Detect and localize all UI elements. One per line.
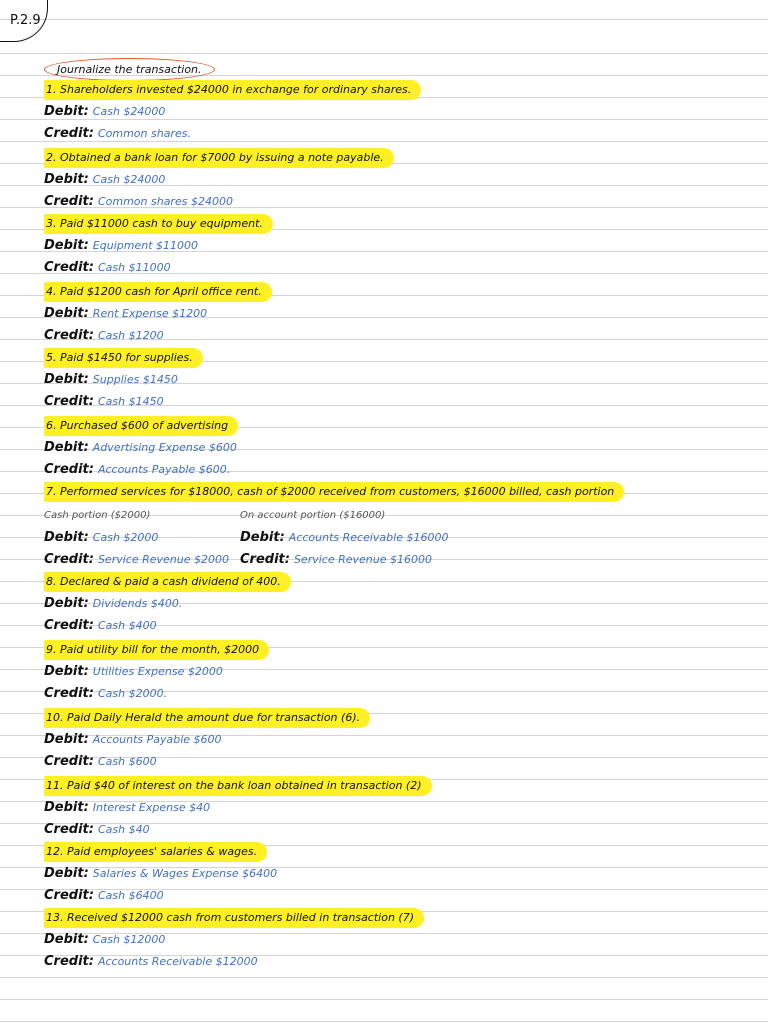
debit-label: Debit: [44, 596, 89, 611]
debit-value: Dividends $400. [92, 597, 183, 610]
debit-line [44, 730, 222, 750]
credit-label: Credit: [44, 552, 94, 567]
debit-value: Accounts Payable $600 [92, 733, 222, 746]
credit-line [44, 326, 164, 346]
debit-line [44, 370, 178, 390]
transaction-title: 12. Paid employees' salaries & wages. [44, 842, 267, 862]
credit-value: Service Revenue $16000 [293, 553, 432, 566]
debit-label: Debit: [44, 306, 89, 321]
transaction-title: 6. Purchased $600 of advertising [44, 416, 238, 436]
debit-label: Debit: [44, 440, 89, 455]
debit-label: Debit: [44, 172, 89, 187]
credit-value: Cash $1450 [97, 395, 164, 408]
transaction-title: 4. Paid $1200 cash for April office rent. [44, 282, 272, 302]
debit-label: Debit: [44, 372, 89, 387]
debit-value: Equipment $11000 [92, 239, 198, 252]
debit-line [44, 236, 198, 256]
debit-line [44, 528, 158, 548]
credit-value: Accounts Payable $600. [97, 463, 231, 476]
transaction-title: 7. Performed services for $18000, cash of $2000 received from customers, $16000 billed, cash portion [44, 482, 624, 502]
debit-line [44, 304, 207, 324]
debit-value: Accounts Receivable $16000 [288, 531, 449, 544]
debit-label: Debit: [44, 732, 89, 747]
account-portion-label: On account portion ($16000) [240, 510, 386, 521]
credit-line [44, 460, 230, 480]
transaction-title: 8. Declared & paid a cash dividend of 400. [44, 572, 291, 592]
debit-value: Advertising Expense $600 [92, 441, 237, 454]
credit-value: Common shares $24000 [97, 195, 233, 208]
credit-line [44, 886, 164, 906]
credit-value: Cash $400 [97, 619, 157, 632]
transaction-title: 11. Paid $40 of interest on the bank loan obtained in transaction (2) [44, 776, 432, 796]
credit-line [44, 258, 171, 278]
debit-label: Debit: [44, 866, 89, 881]
credit-label: Credit: [44, 194, 94, 209]
credit-line [44, 952, 258, 972]
debit-label: Debit: [44, 664, 89, 679]
credit-label: Credit: [44, 888, 94, 903]
debit-line [44, 594, 182, 614]
credit-line [44, 684, 167, 704]
transaction-title: 3. Paid $11000 cash to buy equipment. [44, 214, 273, 234]
transaction-title: 13. Received $12000 cash from customers billed in transaction (7) [44, 908, 424, 928]
debit-label: Debit: [44, 530, 89, 545]
credit-label: Credit: [44, 618, 94, 633]
credit-value: Cash $1200 [97, 329, 164, 342]
credit-line [44, 752, 157, 772]
credit-value: Common shares. [97, 127, 191, 140]
credit-label: Credit: [44, 394, 94, 409]
debit-label: Debit: [44, 238, 89, 253]
credit-value: Cash $40 [97, 823, 150, 836]
debit-value: Rent Expense $1200 [92, 307, 208, 320]
credit-label: Credit: [240, 552, 290, 567]
credit-label: Credit: [44, 328, 94, 343]
debit-label: Debit: [44, 932, 89, 947]
credit-label: Credit: [44, 686, 94, 701]
credit-line [44, 124, 191, 144]
credit-line [44, 192, 233, 212]
debit-line [44, 930, 165, 950]
credit-line-2 [240, 550, 432, 570]
page-label: P.2.9 [0, 0, 48, 42]
credit-value: Cash $11000 [97, 261, 171, 274]
debit-line-2 [240, 528, 448, 548]
credit-line [44, 820, 150, 840]
credit-value: Accounts Receivable $12000 [97, 955, 258, 968]
credit-value: Service Revenue $2000 [97, 553, 229, 566]
credit-label: Credit: [44, 260, 94, 275]
transaction-title: 10. Paid Daily Herald the amount due for transaction (6). [44, 708, 370, 728]
credit-value: Cash $600 [97, 755, 157, 768]
debit-label: Debit: [44, 800, 89, 815]
page-heading: Journalize the transaction. [44, 58, 215, 81]
transaction-title: 9. Paid utility bill for the month, $2000 [44, 640, 269, 660]
debit-line [44, 798, 210, 818]
debit-label: Debit: [240, 530, 285, 545]
debit-value: Interest Expense $40 [92, 801, 211, 814]
credit-label: Credit: [44, 126, 94, 141]
credit-label: Credit: [44, 462, 94, 477]
debit-line [44, 438, 237, 458]
debit-value: Cash $12000 [92, 933, 166, 946]
debit-value: Cash $24000 [92, 173, 166, 186]
credit-line [44, 392, 164, 412]
transaction-title: 1. Shareholders invested $24000 in exchange for ordinary shares. [44, 80, 421, 100]
debit-value: Cash $2000 [92, 531, 159, 544]
credit-value: Cash $2000. [97, 687, 168, 700]
credit-value: Cash $6400 [97, 889, 164, 902]
credit-label: Credit: [44, 822, 94, 837]
debit-value: Salaries & Wages Expense $6400 [92, 867, 278, 880]
debit-line [44, 170, 165, 190]
debit-label: Debit: [44, 104, 89, 119]
debit-value: Cash $24000 [92, 105, 166, 118]
credit-label: Credit: [44, 954, 94, 969]
credit-label: Credit: [44, 754, 94, 769]
cash-portion-label: Cash portion ($2000) [44, 510, 151, 521]
debit-line [44, 662, 223, 682]
credit-line [44, 550, 229, 570]
debit-line [44, 102, 165, 122]
debit-value: Utilities Expense $2000 [92, 665, 223, 678]
debit-value: Supplies $1450 [92, 373, 178, 386]
transaction-title: 5. Paid $1450 for supplies. [44, 348, 203, 368]
transaction-title: 2. Obtained a bank loan for $7000 by issuing a note payable. [44, 148, 394, 168]
debit-line [44, 864, 277, 884]
credit-line [44, 616, 157, 636]
